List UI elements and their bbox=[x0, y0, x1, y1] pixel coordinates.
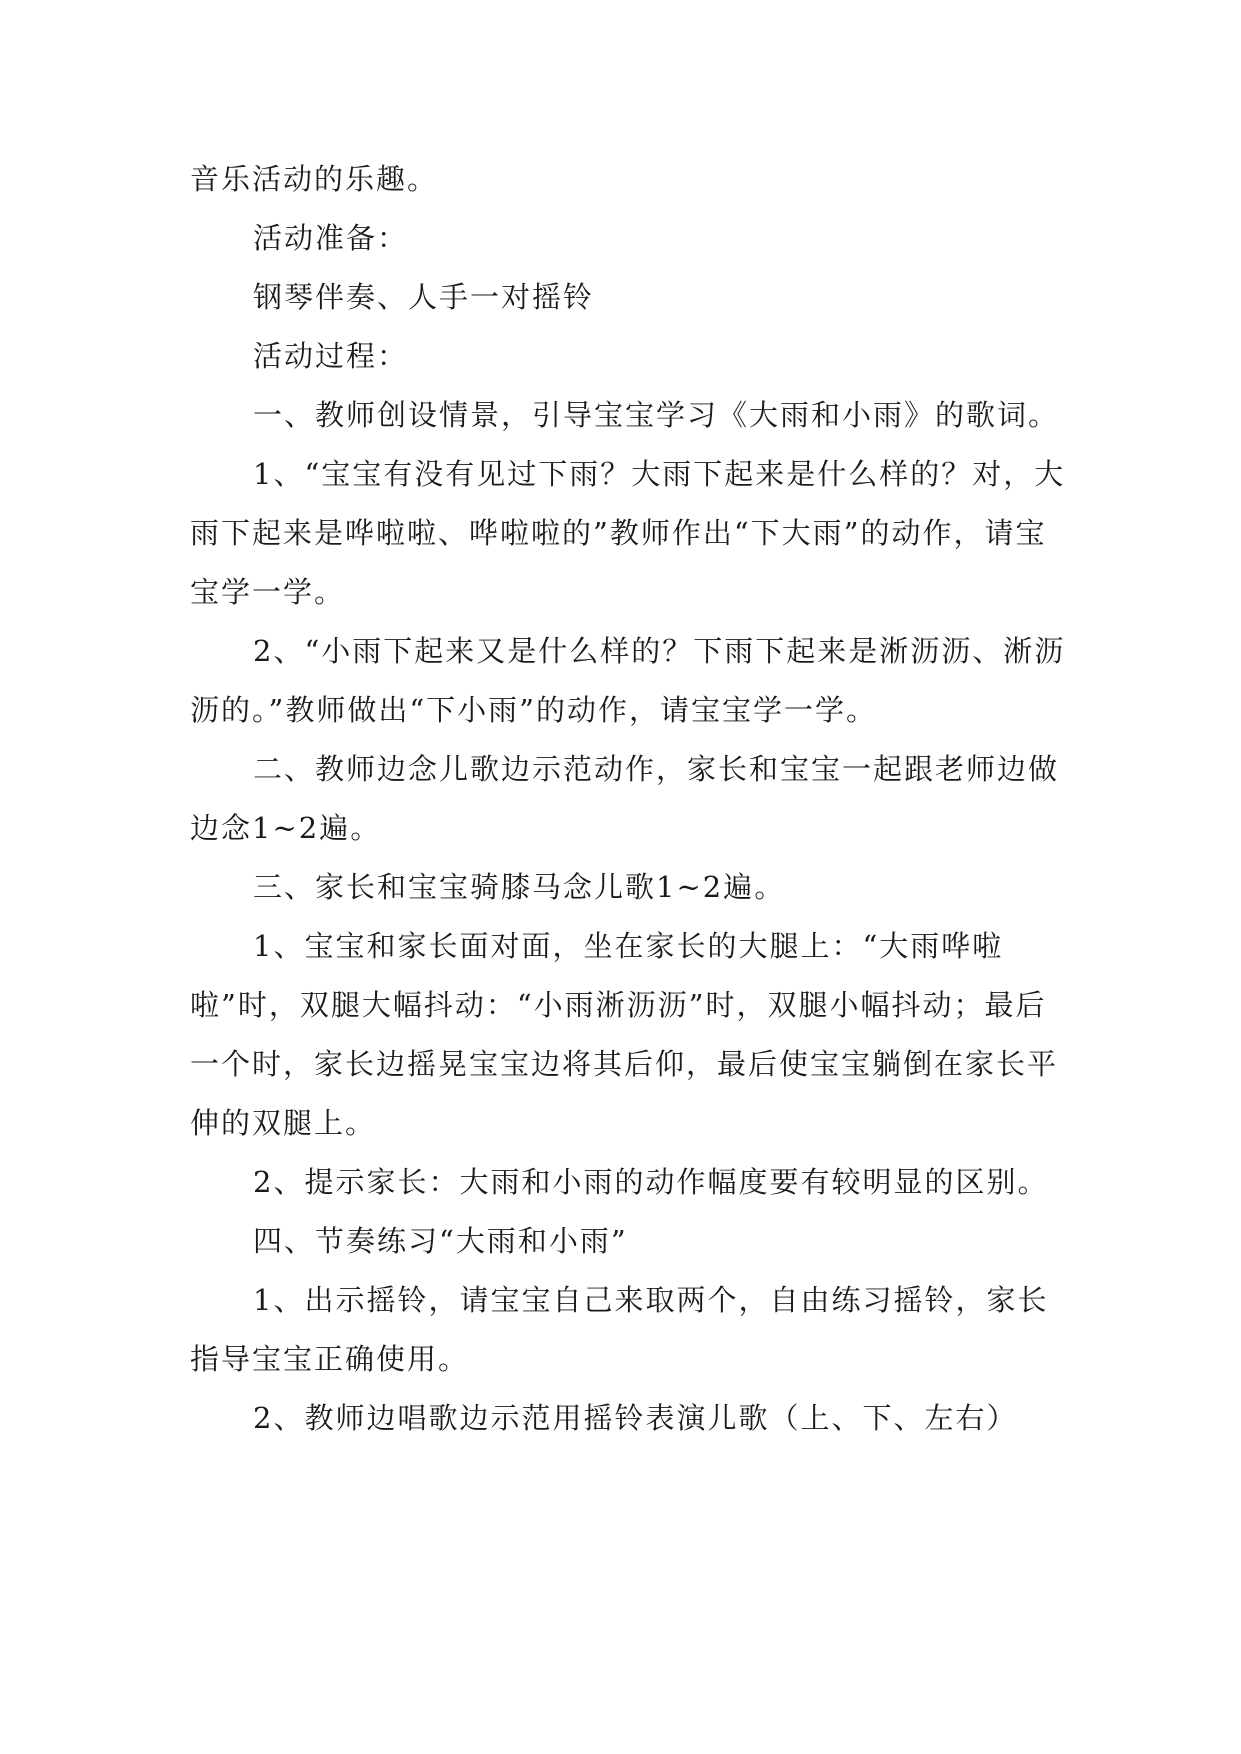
paragraph: 1、宝宝和家长面对面，坐在家长的大腿上：“大雨哗啦啦”时，双腿大幅抖动：“小雨淅沥沥”时，双腿小幅抖动；最后一个时，家长边摇晃宝宝边将其后仰，最后使宝宝躺倒在家长平伸的双腿上。 bbox=[190, 929, 1059, 1140]
paragraph: 2、“小雨下起来又是什么样的？下雨下起来是淅沥沥、淅沥沥的。”教师做出“下小雨”的动作，请宝宝学一学。 bbox=[190, 634, 1066, 727]
paragraph-step-3: 三、家长和宝宝骑膝马念儿歌1~2遍。 bbox=[253, 870, 786, 904]
paragraph: 2、提示家长：大雨和小雨的动作幅度要有较明显的区别。 bbox=[253, 1165, 1049, 1199]
paragraph: 1、出示摇铃，请宝宝自己来取两个，自由练习摇铃，家长指导宝宝正确使用。 bbox=[190, 1283, 1049, 1376]
paragraph-heading-process: 活动过程： bbox=[253, 339, 409, 373]
paragraph-step-1: 一、教师创设情景，引导宝宝学习《大雨和小雨》的歌词。 bbox=[253, 398, 1060, 432]
paragraph: 音乐活动的乐趣。 bbox=[190, 162, 439, 196]
paragraph-step-2: 二、教师边念儿歌边示范动作，家长和宝宝一起跟老师边做边念1~2遍。 bbox=[190, 752, 1060, 845]
document-body bbox=[190, 150, 1070, 1448]
paragraph-heading-preparation: 活动准备： bbox=[253, 221, 409, 255]
paragraph: 钢琴伴奏、人手一对摇铃 bbox=[253, 280, 595, 314]
paragraph: 1、“宝宝有没有见过下雨？大雨下起来是什么样的？对，大雨下起来是哗啦啦、哗啦啦的”教师作出“下大雨”的动作，请宝宝学一学。 bbox=[190, 457, 1066, 609]
paragraph: 2、教师边唱歌边示范用摇铃表演儿歌（上、下、左右） bbox=[253, 1401, 1018, 1435]
paragraph-step-4: 四、节奏练习“大雨和小雨” bbox=[253, 1224, 628, 1258]
